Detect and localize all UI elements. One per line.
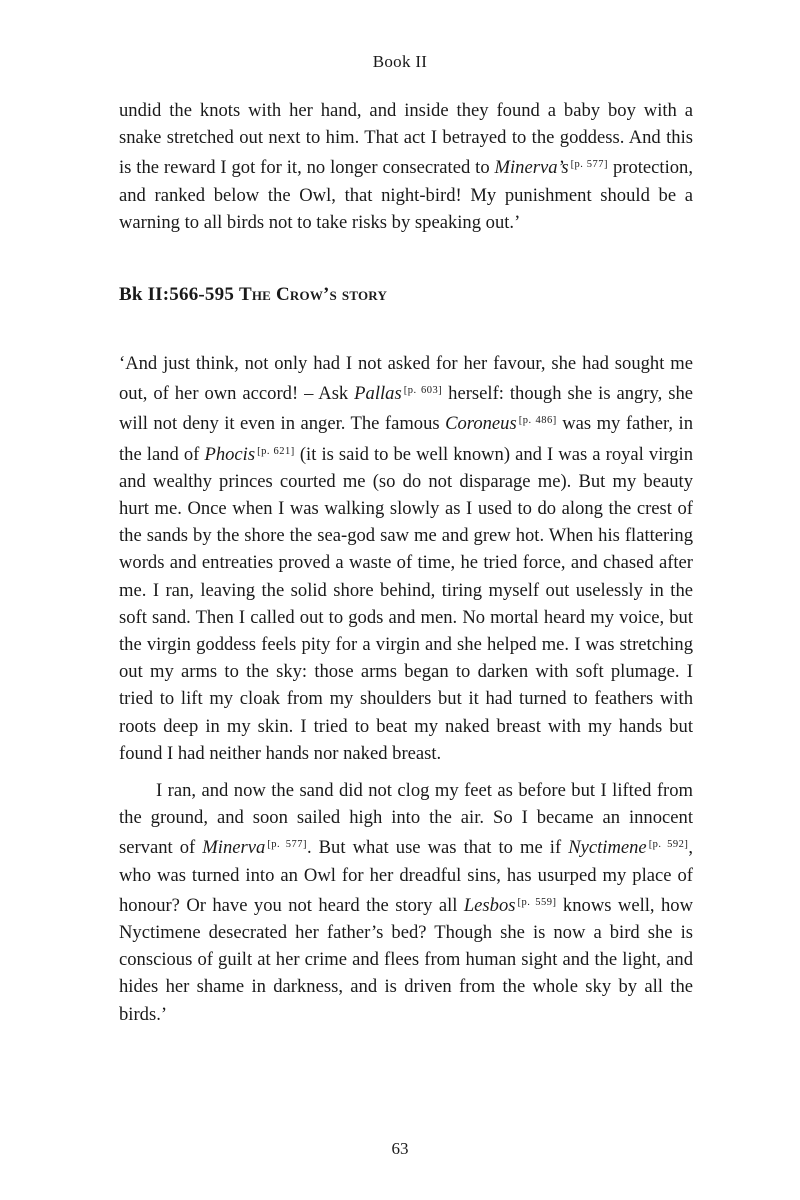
text-run: undid the knots with her hand, and inside they found a baby boy with a snake stretched out next to him. That act I betrayed to the goddess. And this is the reward I got for it, no longer consecrated to (119, 100, 693, 179)
name-coroneus: Coroneus (445, 413, 517, 435)
page-reference-link[interactable]: [p. 559] (517, 896, 557, 908)
paragraph-crow-flight (119, 777, 693, 1028)
page-number: 63 (391, 1139, 409, 1158)
page-reference-link[interactable]: [p. 577] (267, 839, 307, 851)
section-title: The Crow’s story (239, 284, 388, 306)
text-run: (it is said to be well known) and I was a royal virgin and wealthy princes courted me (so do not disparage me). But my beauty hurt me. Once when I was walking slowly as I used to do along the crest of the sands by the shore the sea-god saw me and grew hot. When his flattering words and entreaties proved a waste of time, he tried force, and chased after me. I ran, leaving the solid shore behind, tiring myself out uselessly in the soft sand. Then I called out to gods and men. No mortal heard my voice, but the virgin goddess feels pity for a virgin and she helped me. I was stretching out my arms to the sky: those arms began to darken with soft plumage. I tried to lift my cloak from my shoulders but it had turned to feathers with roots deep in my skin. I tried to beat my naked breast with my hands but found I had neither hands nor naked breast. (119, 443, 693, 764)
paragraph-crow-story (119, 350, 693, 767)
text-run: was my father, in the land of (119, 413, 693, 465)
page-reference-link[interactable]: [p. 603] (403, 385, 443, 397)
page-reference-link[interactable]: [p. 486] (518, 415, 557, 427)
section-heading (119, 284, 693, 306)
name-nyctimene: Nyctimene (568, 837, 647, 859)
page-body (119, 97, 693, 1028)
text-run: protection, and ranked below the Owl, that night-bird! My punishment should be a warning to all birds not to take risks by speaking out.’ (119, 157, 693, 233)
text-run: I ran, and now the sand did not clog my feet as before but I lifted from the ground, and soon sailed high into the air. So I became an innocent servant of (119, 780, 693, 859)
name-lesbos: Lesbos (463, 894, 516, 916)
page-reference-link[interactable]: [p. 621] (257, 445, 295, 457)
text-run: herself: though she is angry, she will not deny it even in anger. The famous (119, 383, 693, 435)
text-run: knows well, how Nyctimene desecrated her father’s bed? Though she is now a bird she is conscious of guilt at her crime and flees from human sight and the light, and hides her shame in darkness, and is driven from the whole sky by all the birds.’ (119, 894, 693, 1025)
page-reference-link[interactable]: [p. 577] (570, 159, 609, 171)
name-minerva: Minerva’s (494, 157, 569, 179)
page-reference-link[interactable]: [p. 592] (648, 839, 689, 851)
section-number: Bk II:566-595 (119, 284, 235, 306)
running-header: Book II (372, 52, 428, 71)
name-minerva: Minerva (202, 837, 266, 859)
name-phocis: Phocis (204, 443, 256, 465)
text-run: ‘And just think, not only had I not asked for her favour, she had sought me out, of her own accord! – Ask (119, 353, 693, 405)
name-pallas: Pallas (354, 383, 402, 405)
paragraph-continuation (119, 97, 693, 236)
text-run: . But what use was that to me if (306, 837, 569, 859)
text-run: , who was turned into an Owl for her dreadful sins, has usurped my place of honour? Or have you not heard the story all (119, 837, 693, 916)
